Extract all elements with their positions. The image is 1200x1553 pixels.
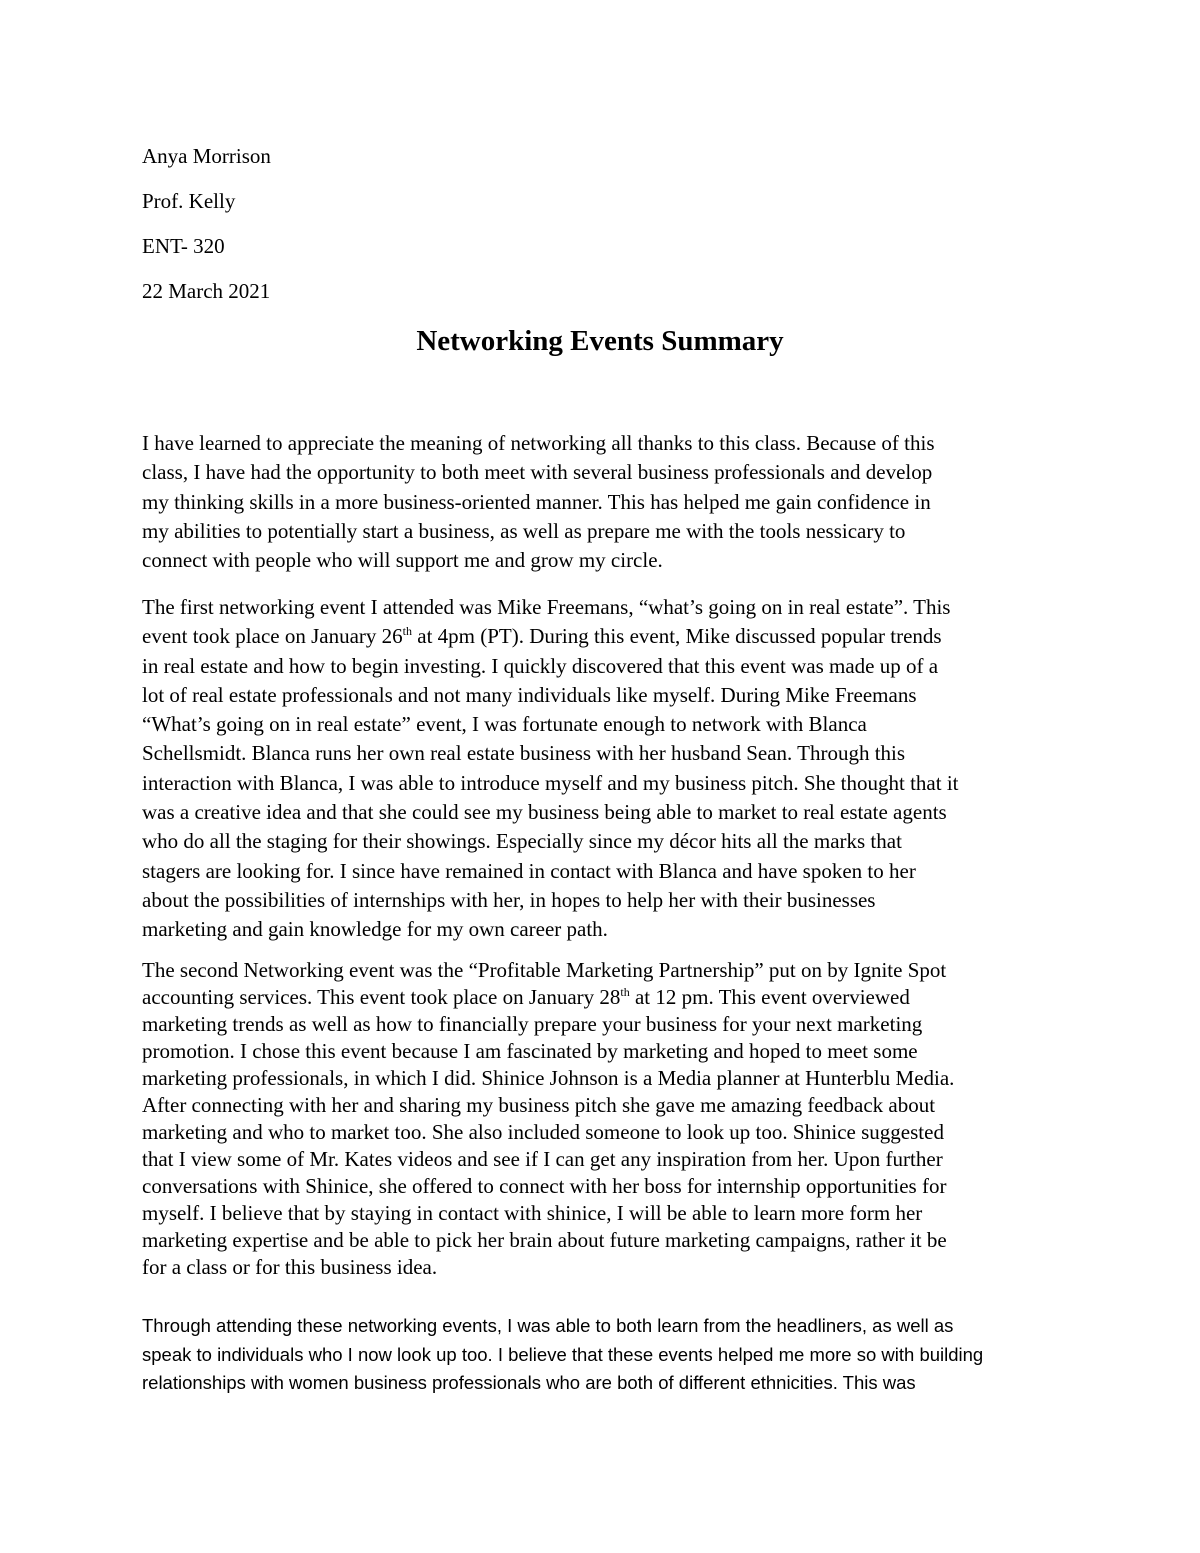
paragraph-second-event — [142, 957, 1062, 1281]
ordinal-suffix: th — [402, 624, 413, 639]
paragraph-intro: I have learned to appreciate the meaning of networking all thanks to this class. Because of this class, I have had the opportunity to both meet with several business professionals and develop my thinking skills in a more business-oriented manner. This has helped me gain confidence in my abilities to potentially start a business, as well as prepare me with the tools nessicary to connect with people who will support me and grow my circle. — [142, 431, 935, 573]
paragraph-conclusion: Through attending these networking events, I was able to both learn from the headliners, as well as speak to individuals who I now look up too. I believe that these events helped me more so with building relationships with women business professionals who are both of different ethnicities. This was — [142, 1315, 984, 1393]
author-name: Anya Morrison — [142, 144, 271, 168]
document-date: 22 March 2021 — [142, 279, 271, 303]
document-header — [142, 141, 271, 321]
paragraph-second-event-part-a: The second Networking event was the “Profitable Marketing Partnership” put on by Ignite Spot accounting services. This event took place on January 28 — [142, 958, 947, 1009]
document-title: Networking Events Summary — [416, 325, 784, 357]
ordinal-suffix: th — [620, 985, 630, 999]
paragraph-first-event-part-b: at 4pm (PT). During this event, Mike discussed popular trends in real estate and how to begin investing. I quickly discovered that this event was made up of a lot of real estate professionals and not many individuals like myself. During Mike Freemans “What’s going on in real estate” event, I was fortunate enough to network with Blanca Schellsmidt. Blanca runs her own real estate business with her husband Sean. Through this interaction with Blanca, I was able to introduce myself and my business pitch. She thought that it was a creative idea and that she could see my business being able to market to real estate agents who do all the staging for their showings. Especially since my décor hits all the marks that stagers are looking for. I since have remained in contact with Blanca and have spoken to her about the possibilities of internships with her, in hopes to help her with their businesses marketing and gain knowledge for my own career path. — [142, 624, 959, 942]
professor-name: Prof. Kelly — [142, 189, 236, 213]
paragraph-second-event-part-b: at 12 pm. This event overviewed marketing trends as well as how to financially prepare your business for your next marketing promotion. I chose this event because I am fascinated by marketing and hoped to meet some marketing professionals, in which I did. Shinice Johnson is a Media planner at Hunterblu Media. After connecting with her and sharing my business pitch she gave me amazing feedback about marketing and who to market too. She also included someone to look up too. Shinice suggested that I view some of Mr. Kates videos and see if I can get any inspiration from her. Upon further conversations with Shinice, she offered to connect with her boss for internship opportunities for myself. I believe that by staying in contact with shinice, I will be able to learn more form her marketing expertise and be able to pick her brain about future marketing campaigns, rather it be for a class or for this business idea. — [142, 985, 955, 1279]
course-code: ENT- 320 — [142, 234, 225, 258]
paragraph-first-event — [142, 593, 1062, 945]
paragraph-first-event-part-a: The first networking event I attended was Mike Freemans, “what’s going on in real estate”. This event took place on January 26 — [142, 595, 951, 649]
